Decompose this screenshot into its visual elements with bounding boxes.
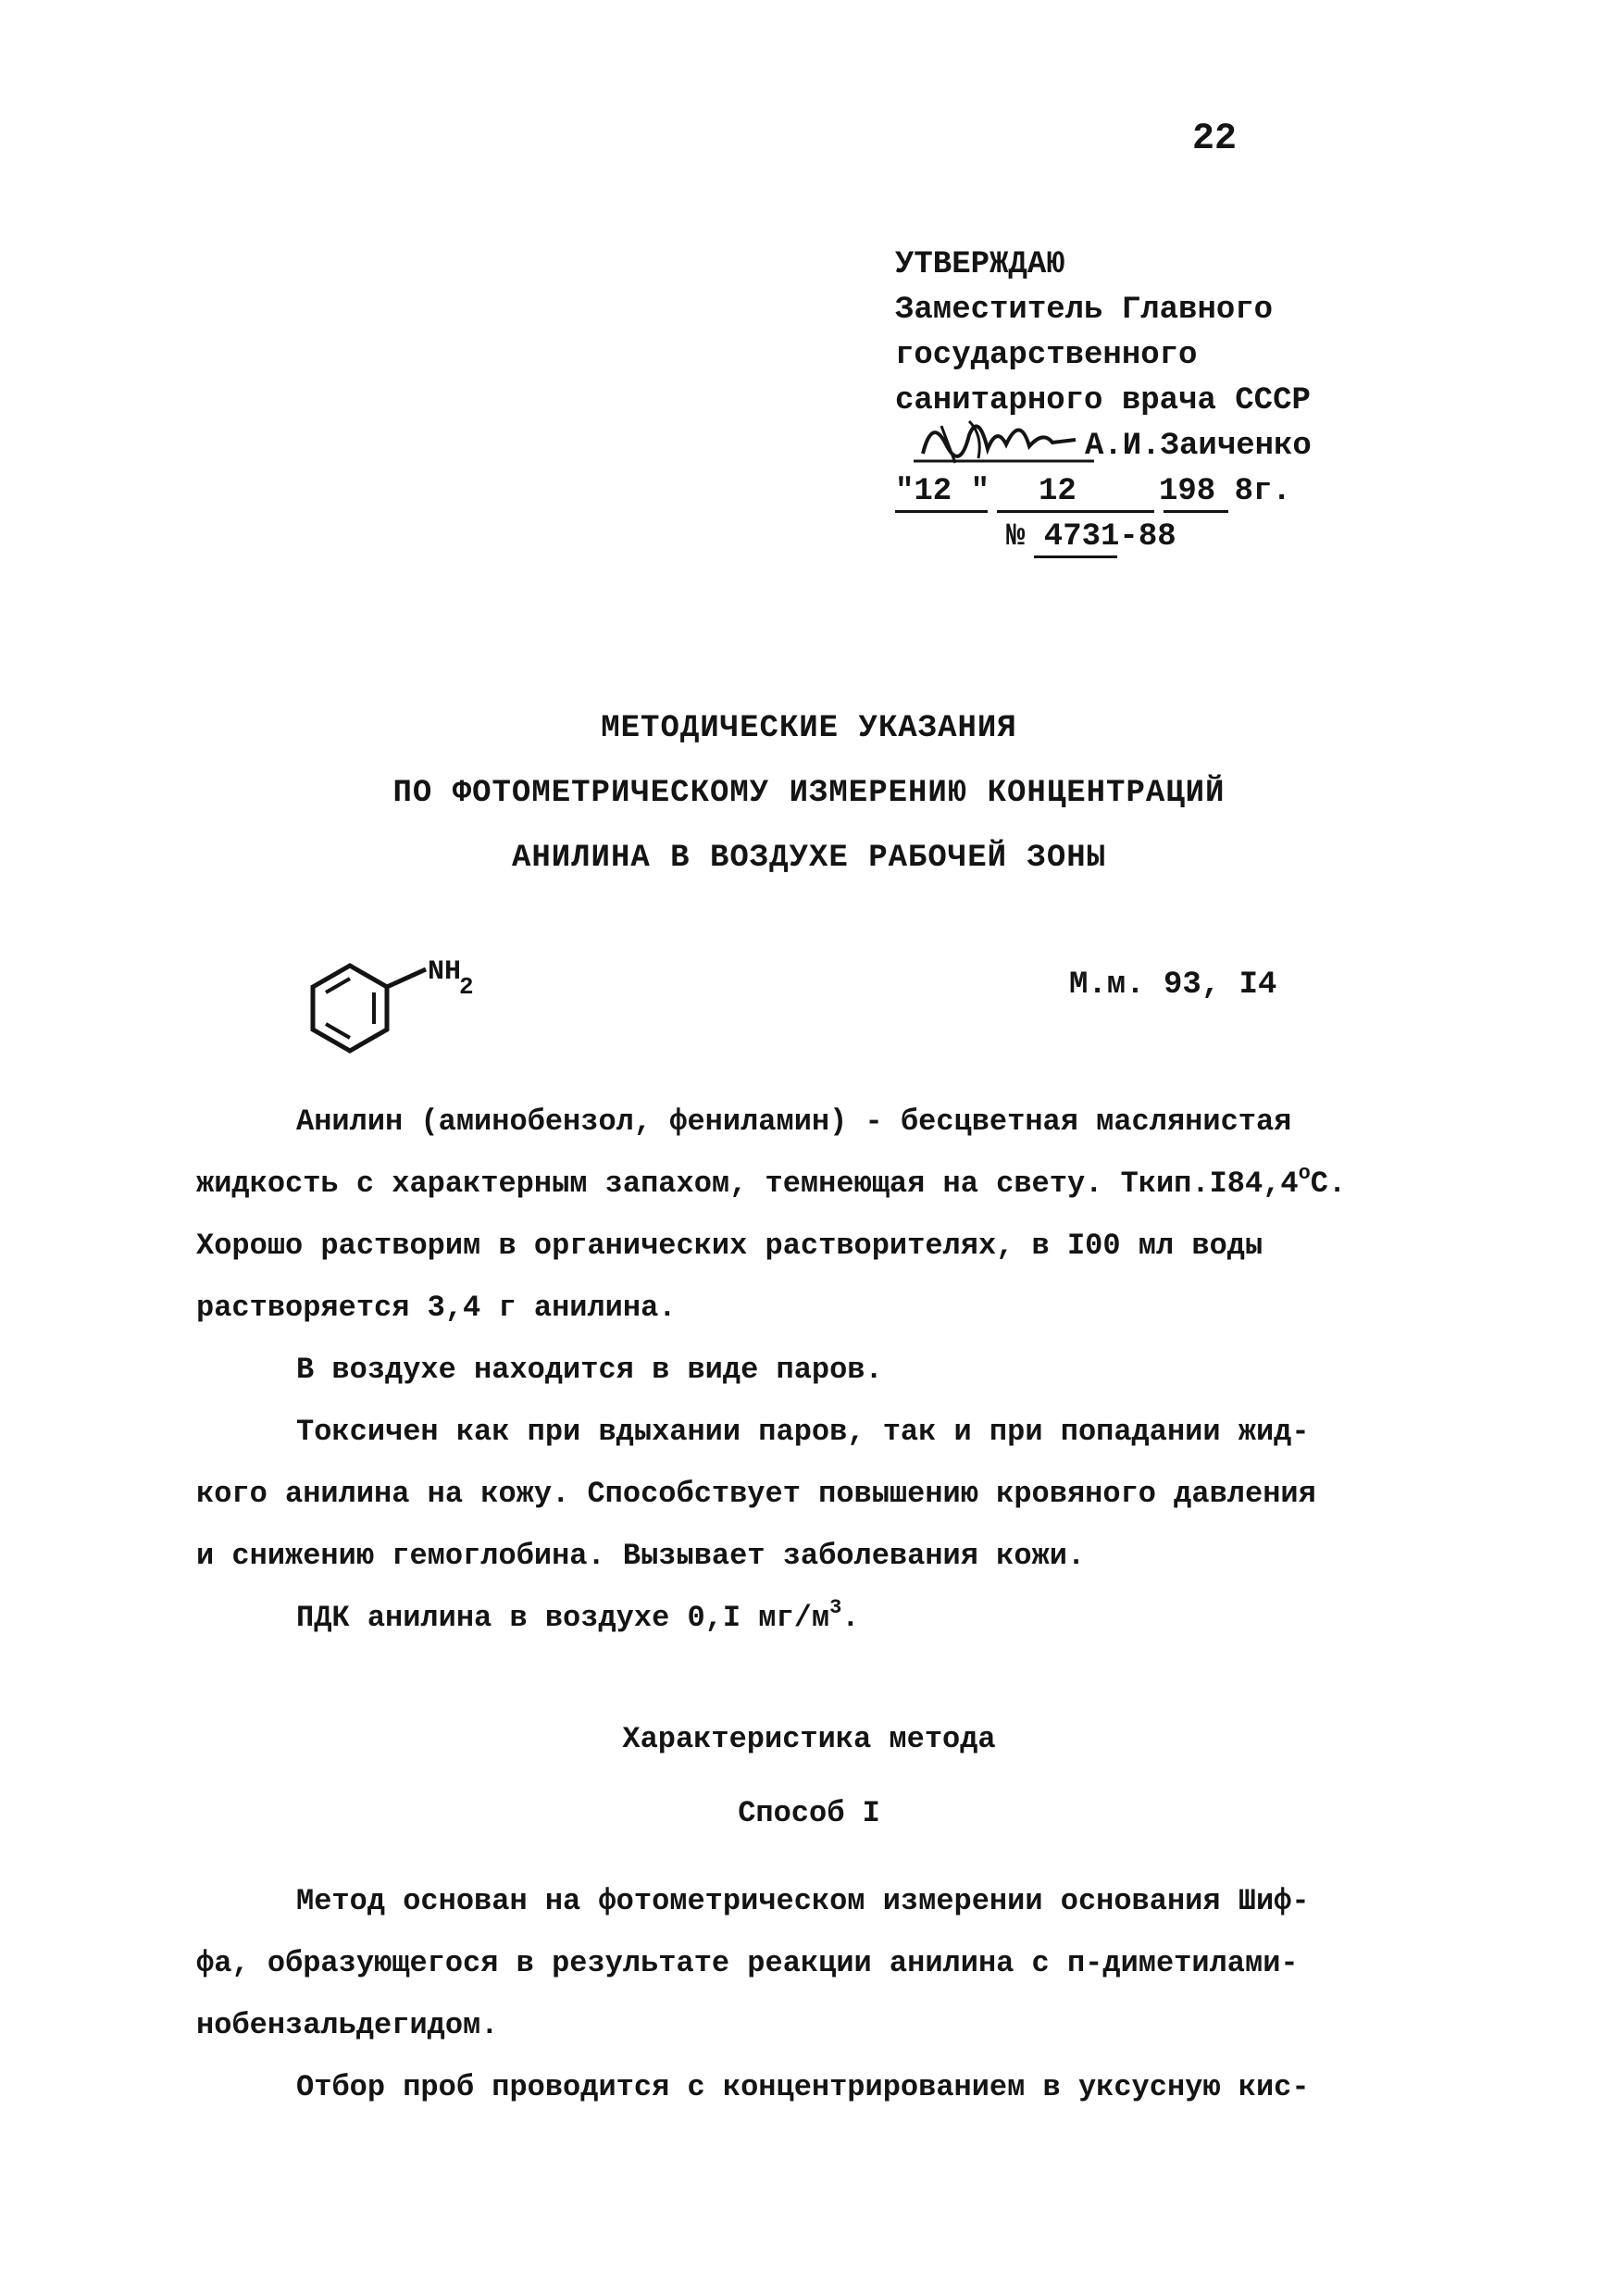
description-line: Токсичен как при вдыхании паров, так и при попадании жид- bbox=[296, 1415, 1310, 1449]
method-line: нобензальдегидом. bbox=[196, 2008, 499, 2042]
approval-number: № 4731-88 bbox=[1006, 519, 1176, 555]
date-month: 12 bbox=[1039, 474, 1077, 509]
approval-number-row bbox=[895, 515, 1311, 560]
method-description bbox=[196, 1870, 1427, 2118]
approval-position-end: санитарного врача СССР bbox=[895, 383, 1311, 418]
method-line: фа, образующегося в результате реакции анилина с п-диметилами- bbox=[196, 1946, 1299, 1980]
description-line: В воздухе находится в виде паров. bbox=[296, 1353, 883, 1387]
handwritten-signature bbox=[914, 407, 1099, 472]
amino-group-subscript: 2 bbox=[459, 973, 474, 1001]
method-line: Метод основан на фотометрическом измерении основания Шиф- bbox=[296, 1884, 1310, 1918]
document-title-line-2: ПО ФОТОМЕТРИЧЕСКОМУ ИЗМЕРЕНИЮ КОНЦЕНТРАЦИЙ bbox=[392, 776, 1226, 811]
description-line: жидкость с характерным запахом, темнеющая на свету. Ткип.I84,4$^o$C. bbox=[196, 1162, 1347, 1201]
description-line: растворяется 3,4 г анилина. bbox=[196, 1291, 677, 1325]
document-title-line-3: АНИЛИНА В ВОЗДУХЕ РАБОЧЕЙ ЗОНЫ bbox=[511, 841, 1107, 876]
signatory-name: А.И.Заиченко bbox=[1085, 429, 1312, 464]
document-title-line-1: МЕТОДИЧЕСКИЕ УКАЗАНИЯ bbox=[601, 711, 1017, 746]
method-line: Отбор проб проводится с концентрированием в уксусную кис- bbox=[296, 2070, 1310, 2104]
description-line: Хорошо растворим в органических растворителях, в I00 мл воды bbox=[196, 1229, 1263, 1263]
substance-description bbox=[196, 1091, 1427, 1649]
description-line: ПДК анилина в воздухе 0,I $мг/м^3$. bbox=[296, 1596, 860, 1635]
description-line: Анилин (аминобензол, фениламин) - бесцветная маслянистая bbox=[296, 1104, 1292, 1139]
approval-position: Заместитель Главного bbox=[895, 293, 1274, 328]
aniline-structure-formula bbox=[294, 949, 535, 1069]
section-heading: Характеристика метода bbox=[622, 1722, 996, 1756]
page-number: 22 bbox=[1192, 119, 1238, 160]
approval-position-cont: государственного bbox=[895, 338, 1198, 373]
approval-block bbox=[895, 243, 1311, 560]
description-line: кого анилина на кожу. Способствует повышению кровяного давления bbox=[196, 1477, 1316, 1511]
date-year: 198 8г. bbox=[1159, 474, 1291, 509]
amino-group-label: NH bbox=[428, 956, 462, 988]
description-line: и снижению гемоглобина. Вызывает заболевания кожи. bbox=[196, 1539, 1086, 1573]
date-day: "12 " bbox=[895, 474, 990, 509]
approval-heading: УТВЕРЖДАЮ bbox=[895, 247, 1065, 282]
approval-date bbox=[895, 469, 1311, 515]
signature-row bbox=[895, 424, 1311, 469]
molecular-mass: М.м. 93, I4 bbox=[1069, 967, 1277, 1003]
section-subheading: Способ I bbox=[738, 1796, 880, 1830]
